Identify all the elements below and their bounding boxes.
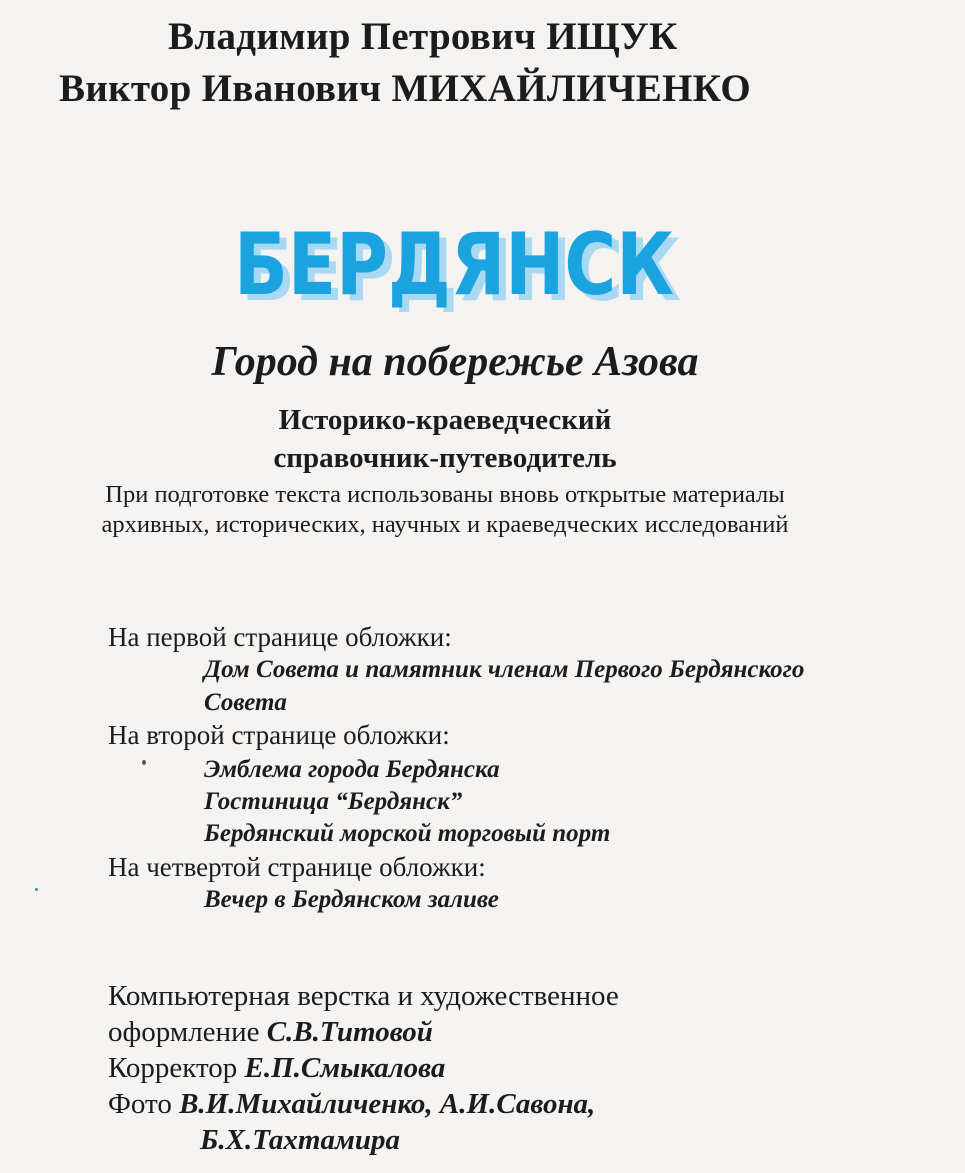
author-2 bbox=[59, 66, 751, 111]
credit-layout-name: С.В.Титовой bbox=[266, 1016, 433, 1048]
book-title: БЕРДЯНСК bbox=[234, 215, 674, 312]
print-speck bbox=[142, 760, 146, 765]
credit-layout-line: Компьютерная верстка и художественное bbox=[108, 980, 619, 1012]
cover-2-item: Бердянский морской торговый порт bbox=[204, 820, 611, 847]
credit-photo-names-2: Б.Х.Тахтамира bbox=[200, 1124, 400, 1156]
book-title-logo bbox=[232, 212, 692, 312]
genre-line-2: справочник-путеводитель bbox=[273, 442, 617, 474]
author-1 bbox=[168, 14, 678, 59]
book-subtitle: Город на побережье Азова bbox=[211, 339, 699, 385]
credit-photo-names: В.И.Михайличенко, А.И.Савона, bbox=[179, 1088, 596, 1120]
credit-photo bbox=[108, 1088, 595, 1121]
credit-layout-designer bbox=[108, 1016, 433, 1049]
genre-line-1: Историко-краеведческий bbox=[278, 404, 612, 436]
author-2-surname: МИХАЙЛИЧЕНКО bbox=[391, 67, 751, 110]
credit-corrector-name: Е.П.Смыкалова bbox=[244, 1052, 446, 1084]
note-line-1: При подготовке текста использованы вновь открытые материалы bbox=[105, 481, 785, 508]
cover-1-item: Совета bbox=[204, 689, 287, 716]
credit-photo-prefix: Фото bbox=[108, 1088, 172, 1120]
cover-2-label: На второй странице обложки: bbox=[108, 720, 450, 750]
cover-1-label: На первой странице обложки: bbox=[108, 622, 452, 652]
cover-4-label: На четвертой странице обложки: bbox=[108, 852, 486, 882]
print-speck bbox=[35, 888, 38, 891]
note-line-2: архивных, исторических, научных и краеведческих исследований bbox=[101, 511, 789, 538]
credit-corrector-prefix: Корректор bbox=[108, 1052, 238, 1084]
cover-2-item: Эмблема города Бердянска bbox=[204, 756, 500, 783]
cover-1-item: Дом Совета и памятник членам Первого Бердянского bbox=[204, 656, 805, 683]
credit-corrector bbox=[108, 1052, 445, 1085]
author-2-name: Виктор Иванович bbox=[59, 67, 382, 110]
credit-photo-continued bbox=[200, 1124, 400, 1157]
cover-2-item: Гостиница “Бердянск” bbox=[204, 788, 463, 815]
book-title-shadow: БЕРДЯНСК bbox=[241, 221, 681, 312]
author-1-name: Владимир Петрович bbox=[168, 15, 537, 58]
cover-4-item: Вечер в Бердянском заливе bbox=[204, 886, 499, 913]
author-1-surname: ИЩУК bbox=[546, 15, 678, 58]
credit-layout-prefix: оформление bbox=[108, 1016, 260, 1048]
